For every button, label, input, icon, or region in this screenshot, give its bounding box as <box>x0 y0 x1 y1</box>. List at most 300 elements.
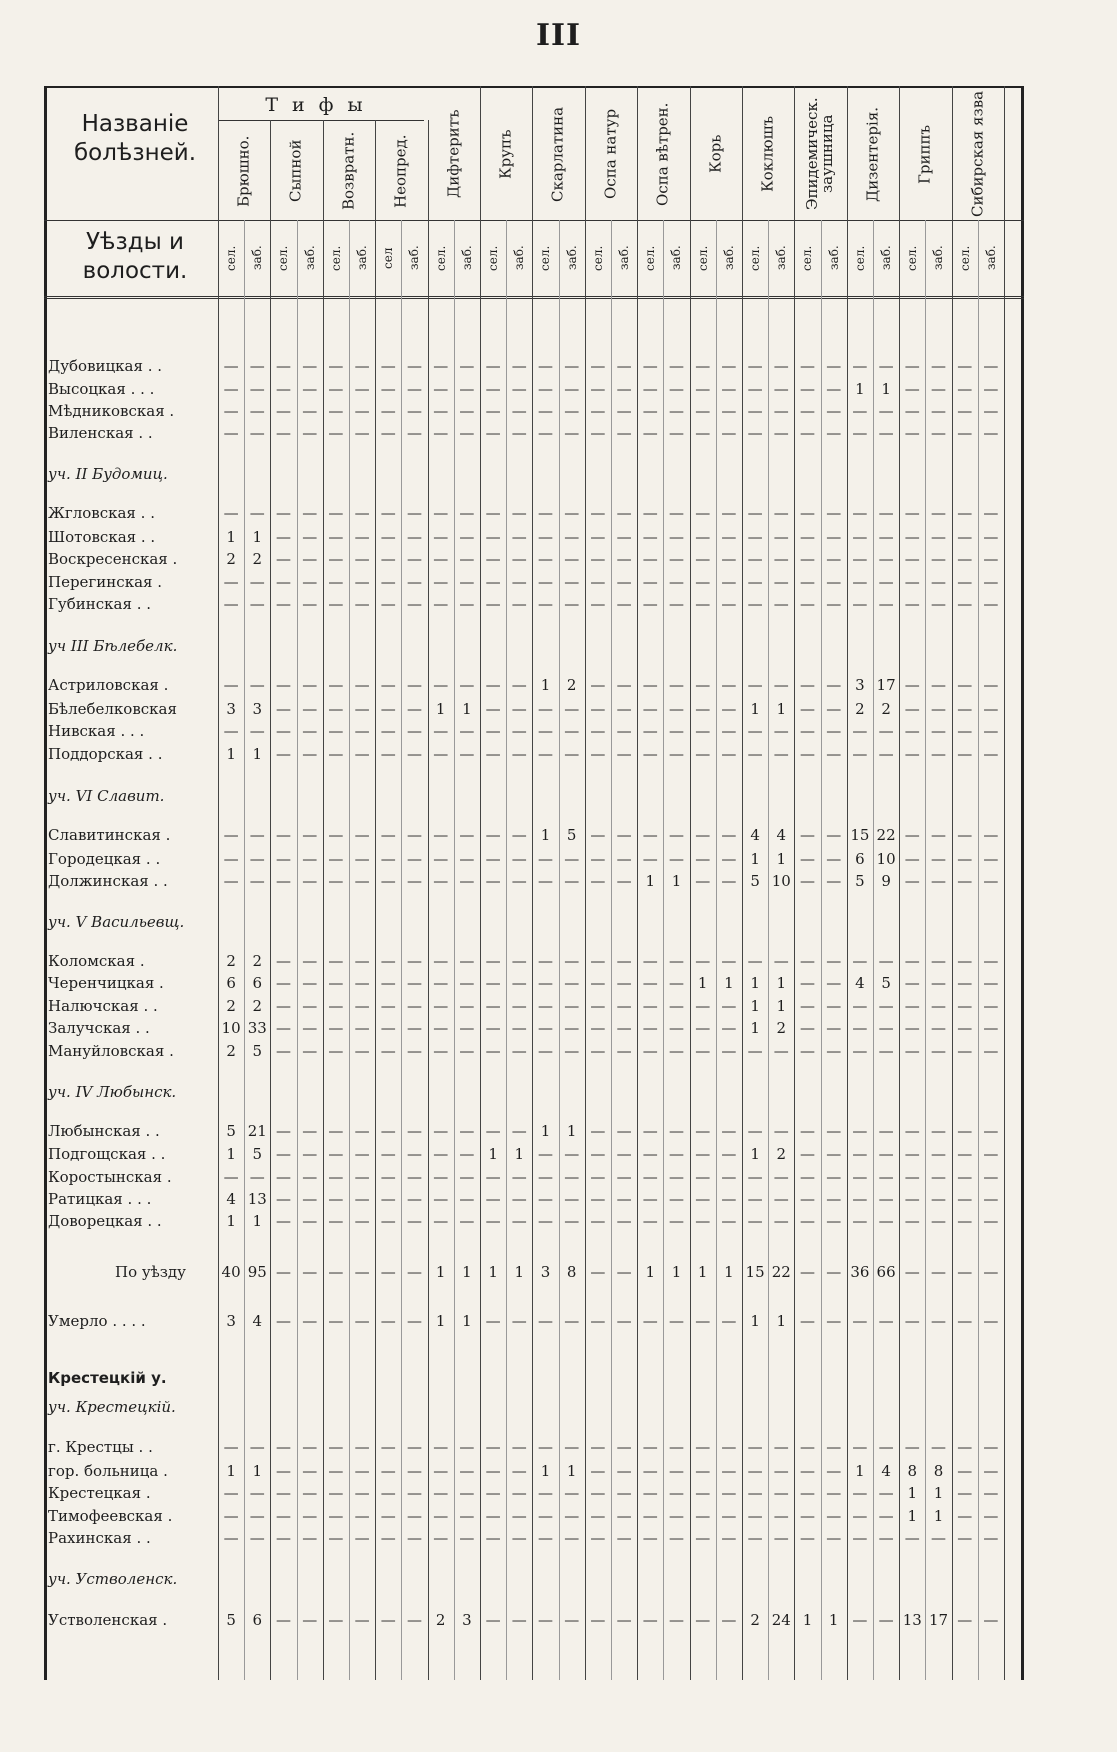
table-cell: — <box>799 1212 815 1230</box>
table-cell: — <box>747 595 763 613</box>
table-cell: — <box>537 357 553 375</box>
table-cell: — <box>459 504 475 522</box>
table-cell: 95 <box>247 1263 267 1281</box>
table-cell: — <box>380 850 396 868</box>
table-cell: — <box>904 1190 920 1208</box>
table-cell: — <box>564 1438 580 1456</box>
table-cell: — <box>328 872 344 890</box>
table-cell: — <box>328 1438 344 1456</box>
table-cell: — <box>433 1462 449 1480</box>
table-cell: — <box>459 1145 475 1163</box>
row-label: Умерло . . . . <box>48 1312 146 1330</box>
header-disease: Сибирская язва <box>968 90 987 218</box>
table-cell: — <box>275 1507 291 1525</box>
table-cell: — <box>930 676 946 694</box>
header-typhus-sub: Брюшно. <box>234 135 253 207</box>
table-cell: — <box>406 997 422 1015</box>
table-cell: — <box>328 1212 344 1230</box>
table-cell: — <box>721 528 737 546</box>
table-cell: — <box>433 1019 449 1037</box>
table-cell: — <box>721 504 737 522</box>
table-cell: — <box>826 974 842 992</box>
table-cell: — <box>249 1438 265 1456</box>
table-cell: — <box>433 1145 449 1163</box>
table-cell: 6 <box>226 974 236 992</box>
table-cell: — <box>433 722 449 740</box>
table-cell: — <box>537 974 553 992</box>
table-cell: — <box>511 424 527 442</box>
table-cell: — <box>773 1122 789 1140</box>
table-cell: — <box>380 1263 396 1281</box>
table-cell: — <box>826 1507 842 1525</box>
table-cell: — <box>328 528 344 546</box>
table-cell: — <box>773 504 789 522</box>
table-cell: — <box>537 424 553 442</box>
table-cell: — <box>668 1122 684 1140</box>
table-cell: — <box>459 1122 475 1140</box>
row-label: Перегинская . <box>48 573 163 591</box>
table-cell: — <box>328 595 344 613</box>
table-cell: — <box>328 402 344 420</box>
table-cell: — <box>511 872 527 890</box>
table-cell: — <box>773 1168 789 1186</box>
table-cell: 1 <box>645 872 656 890</box>
table-cell: — <box>642 1190 658 1208</box>
section-label: уч. Устволенск. <box>48 1570 178 1588</box>
table-cell: — <box>223 1484 239 1502</box>
table-cell: 1 <box>514 1145 525 1163</box>
table-cell: — <box>354 1122 370 1140</box>
table-cell: — <box>485 826 501 844</box>
table-cell: — <box>511 357 527 375</box>
table-cell: — <box>983 1190 999 1208</box>
table-cell: — <box>485 997 501 1015</box>
table-cell: — <box>930 1438 946 1456</box>
table-cell: — <box>930 1145 946 1163</box>
table-cell: 1 <box>855 380 865 398</box>
header-sub-label: сел. <box>486 245 501 271</box>
table-cell: — <box>511 1019 527 1037</box>
table-cell: — <box>983 1438 999 1456</box>
row-label: Городецкая . . <box>48 850 161 868</box>
table-cell: — <box>721 745 737 763</box>
header-sub-label: заб. <box>250 245 265 271</box>
table-cell: — <box>983 504 999 522</box>
table-cell: — <box>223 504 239 522</box>
table-cell: — <box>983 1611 999 1629</box>
table-cell: — <box>983 826 999 844</box>
table-cell: — <box>537 573 553 591</box>
header-disease: Эпидемическ. заушница <box>803 97 837 211</box>
table-cell: — <box>799 1263 815 1281</box>
table-cell: — <box>380 1122 396 1140</box>
header-sub-label: заб. <box>512 245 527 271</box>
table-cell: — <box>406 595 422 613</box>
table-cell: — <box>275 872 291 890</box>
table-cell: — <box>328 504 344 522</box>
table-cell: — <box>826 1145 842 1163</box>
table-cell: — <box>328 380 344 398</box>
table-cell: — <box>433 528 449 546</box>
table-cell: — <box>695 528 711 546</box>
table-cell: — <box>721 1122 737 1140</box>
table-cell: — <box>406 1190 422 1208</box>
table-cell: — <box>773 676 789 694</box>
table-cell: — <box>511 528 527 546</box>
table-cell: — <box>799 997 815 1015</box>
header-typhus-sub: Сыпной <box>287 139 306 203</box>
table-cell: — <box>747 1462 763 1480</box>
table-cell: — <box>485 850 501 868</box>
table-cell: — <box>590 1145 606 1163</box>
table-cell: — <box>459 424 475 442</box>
table-cell: — <box>983 1212 999 1230</box>
table-cell: — <box>878 402 894 420</box>
table-cell: — <box>721 380 737 398</box>
table-cell: — <box>354 826 370 844</box>
table-cell: — <box>773 1462 789 1480</box>
table-cell: — <box>380 1484 396 1502</box>
table-cell: — <box>695 1042 711 1060</box>
table-cell: — <box>380 380 396 398</box>
table-cell: — <box>354 974 370 992</box>
table-cell: — <box>852 1438 868 1456</box>
table-cell: — <box>537 1145 553 1163</box>
table-cell: — <box>537 1438 553 1456</box>
table-cell: — <box>957 1438 973 1456</box>
table-cell: — <box>668 700 684 718</box>
table-cell: — <box>380 402 396 420</box>
table-cell: — <box>459 1168 475 1186</box>
table-cell: — <box>275 997 291 1015</box>
table-cell: 1 <box>226 1462 236 1480</box>
table-cell: — <box>459 974 475 992</box>
table-cell: 4 <box>855 974 865 992</box>
table-cell: — <box>930 1042 946 1060</box>
table-cell: 2 <box>252 550 263 568</box>
table-cell: — <box>328 700 344 718</box>
table-cell: — <box>275 1462 291 1480</box>
table-cell: — <box>249 676 265 694</box>
table-cell: — <box>459 1438 475 1456</box>
table-cell: — <box>433 504 449 522</box>
table-cell: — <box>747 380 763 398</box>
table-cell: — <box>642 1438 658 1456</box>
table-cell: — <box>747 1122 763 1140</box>
table-cell: — <box>668 1168 684 1186</box>
table-cell: — <box>904 850 920 868</box>
table-cell: — <box>590 826 606 844</box>
table-cell: — <box>485 700 501 718</box>
table-cell: — <box>590 1263 606 1281</box>
table-cell: — <box>799 952 815 970</box>
header-disease: Оспа вѣтрен. <box>653 102 672 206</box>
table-cell: 1 <box>462 700 472 718</box>
table-cell: — <box>328 1529 344 1547</box>
table-cell: — <box>695 1611 711 1629</box>
table-cell: — <box>275 700 291 718</box>
table-cell: — <box>957 952 973 970</box>
table-cell: — <box>616 1438 632 1456</box>
table-cell: — <box>302 402 318 420</box>
table-cell: — <box>485 974 501 992</box>
table-cell: — <box>983 1484 999 1502</box>
table-cell: — <box>459 595 475 613</box>
table-cell: — <box>511 1312 527 1330</box>
table-cell: — <box>537 1507 553 1525</box>
table-cell: — <box>904 595 920 613</box>
table-cell: — <box>983 357 999 375</box>
table-cell: — <box>747 1190 763 1208</box>
table-cell: — <box>485 1212 501 1230</box>
table-cell: — <box>433 1212 449 1230</box>
table-cell: — <box>590 528 606 546</box>
table-cell: — <box>642 997 658 1015</box>
table-cell: — <box>695 850 711 868</box>
table-cell: — <box>328 1507 344 1525</box>
table-cell: — <box>904 826 920 844</box>
table-cell: 4 <box>750 826 760 844</box>
table-cell: — <box>957 1190 973 1208</box>
table-cell: — <box>695 1507 711 1525</box>
table-cell: 2 <box>855 700 865 718</box>
table-cell: — <box>406 676 422 694</box>
table-cell: — <box>485 1042 501 1060</box>
header-sub-label: заб. <box>721 245 736 271</box>
table-cell: — <box>406 745 422 763</box>
table-cell: — <box>249 722 265 740</box>
table-cell: — <box>983 1145 999 1163</box>
table-cell: — <box>537 1019 553 1037</box>
table-cell: — <box>459 850 475 868</box>
table-cell: — <box>616 974 632 992</box>
table-cell: — <box>380 1462 396 1480</box>
table-cell: 3 <box>226 1312 236 1330</box>
header-sub-label: сел. <box>328 245 343 271</box>
header-disease: Дизентерія. <box>863 106 882 202</box>
table-cell: — <box>354 745 370 763</box>
table-cell: — <box>354 1263 370 1281</box>
table-cell: 6 <box>252 974 263 992</box>
table-cell: — <box>302 850 318 868</box>
table-cell: — <box>642 1611 658 1629</box>
table-cell: — <box>668 1042 684 1060</box>
table-cell: — <box>590 595 606 613</box>
table-cell: — <box>275 573 291 591</box>
table-cell: — <box>773 424 789 442</box>
table-cell: 13 <box>902 1611 922 1629</box>
table-cell: — <box>564 357 580 375</box>
table-cell: — <box>878 745 894 763</box>
table-cell: — <box>485 504 501 522</box>
table-cell: 2 <box>226 952 236 970</box>
table-cell: — <box>983 573 999 591</box>
table-cell: — <box>773 1212 789 1230</box>
table-cell: — <box>459 1042 475 1060</box>
table-cell: — <box>354 1190 370 1208</box>
table-cell: — <box>721 676 737 694</box>
table-cell: — <box>904 380 920 398</box>
table-cell: — <box>799 872 815 890</box>
table-cell: — <box>590 380 606 398</box>
table-cell: — <box>459 550 475 568</box>
header-sub-label: сел. <box>905 245 920 271</box>
table-cell: — <box>930 1019 946 1037</box>
table-cell: — <box>799 402 815 420</box>
table-cell: — <box>406 1263 422 1281</box>
table-cell: — <box>930 573 946 591</box>
table-cell: — <box>852 550 868 568</box>
table-cell: — <box>668 826 684 844</box>
table-cell: — <box>511 997 527 1015</box>
table-cell: — <box>747 402 763 420</box>
table-cell: — <box>590 1312 606 1330</box>
table-cell: — <box>773 595 789 613</box>
table-cell: — <box>799 357 815 375</box>
table-cell: — <box>380 997 396 1015</box>
table-cell: — <box>852 595 868 613</box>
table-cell: — <box>380 676 396 694</box>
table-cell: — <box>878 1042 894 1060</box>
table-cell: — <box>459 952 475 970</box>
row-label: Рахинская . . <box>48 1529 151 1547</box>
table-cell: — <box>223 357 239 375</box>
table-cell: — <box>747 573 763 591</box>
table-cell: — <box>354 676 370 694</box>
table-cell: — <box>328 952 344 970</box>
table-cell: — <box>328 997 344 1015</box>
table-cell: — <box>328 1042 344 1060</box>
table-cell: — <box>983 997 999 1015</box>
header-sub-label: заб. <box>355 245 370 271</box>
table-cell: — <box>799 745 815 763</box>
table-cell: — <box>904 997 920 1015</box>
table-cell: — <box>354 1529 370 1547</box>
table-cell: — <box>799 1312 815 1330</box>
table-cell: — <box>406 974 422 992</box>
section-label: уч. IV Любынск. <box>48 1083 177 1101</box>
table-cell: — <box>878 573 894 591</box>
table-cell: — <box>616 357 632 375</box>
table-cell: — <box>406 1122 422 1140</box>
table-cell: — <box>799 504 815 522</box>
table-cell: — <box>852 745 868 763</box>
table-cell: — <box>747 550 763 568</box>
table-cell: — <box>380 1507 396 1525</box>
table-cell: — <box>564 1484 580 1502</box>
table-cell: — <box>485 1168 501 1186</box>
table-cell: — <box>983 1312 999 1330</box>
table-cell: — <box>930 1190 946 1208</box>
table-cell: 1 <box>252 528 263 546</box>
table-cell: — <box>433 1042 449 1060</box>
table-cell: — <box>537 550 553 568</box>
table-cell: — <box>406 550 422 568</box>
table-cell: — <box>590 1507 606 1525</box>
table-cell: — <box>223 850 239 868</box>
row-label: Шотовская . . <box>48 528 156 546</box>
table-cell: — <box>721 402 737 420</box>
table-cell: — <box>302 1190 318 1208</box>
table-cell: — <box>459 872 475 890</box>
table-cell: 1 <box>750 1019 760 1037</box>
table-cell: — <box>747 1212 763 1230</box>
header-sub-label: сел. <box>800 245 815 271</box>
table-cell: — <box>957 722 973 740</box>
table-cell: — <box>590 1212 606 1230</box>
table-cell: 1 <box>907 1484 918 1502</box>
table-cell: — <box>275 850 291 868</box>
table-cell: — <box>433 952 449 970</box>
table-cell: — <box>983 974 999 992</box>
table-cell: — <box>511 402 527 420</box>
table-cell: — <box>957 380 973 398</box>
table-cell: — <box>564 1042 580 1060</box>
row-label: Подгощская . . <box>48 1145 166 1163</box>
table-cell: — <box>826 1212 842 1230</box>
table-cell: — <box>616 504 632 522</box>
table-cell: 21 <box>247 1122 267 1140</box>
table-cell: — <box>406 1019 422 1037</box>
table-cell: — <box>564 952 580 970</box>
table-cell: 1 <box>933 1507 944 1525</box>
table-cell: — <box>354 700 370 718</box>
table-cell: — <box>852 1019 868 1037</box>
table-cell: — <box>930 952 946 970</box>
table-cell: — <box>826 1484 842 1502</box>
table-cell: — <box>302 722 318 740</box>
table-cell: — <box>328 745 344 763</box>
table-cell: 1 <box>933 1484 944 1502</box>
table-cell: — <box>878 357 894 375</box>
table-cell: — <box>537 1042 553 1060</box>
section-label: уч III Бѣлебелк. <box>48 637 178 655</box>
table-cell: — <box>433 850 449 868</box>
table-cell: — <box>695 504 711 522</box>
table-cell: — <box>904 676 920 694</box>
table-cell: — <box>668 1507 684 1525</box>
table-cell: 1 <box>750 997 760 1015</box>
table-cell: — <box>590 424 606 442</box>
table-cell: — <box>564 528 580 546</box>
table-cell: — <box>721 952 737 970</box>
table-cell: — <box>380 974 396 992</box>
table-cell: 8 <box>933 1462 944 1480</box>
table-cell: — <box>799 528 815 546</box>
table-cell: — <box>957 1212 973 1230</box>
table-cell: — <box>275 1529 291 1547</box>
table-cell: — <box>564 1190 580 1208</box>
table-cell: — <box>642 528 658 546</box>
table-cell: — <box>983 722 999 740</box>
table-cell: — <box>328 1263 344 1281</box>
table-cell: — <box>616 1507 632 1525</box>
table-cell: — <box>642 745 658 763</box>
table-cell: — <box>930 380 946 398</box>
table-cell: 2 <box>750 1611 760 1629</box>
table-cell: — <box>983 1019 999 1037</box>
table-cell: — <box>878 1145 894 1163</box>
table-cell: — <box>904 573 920 591</box>
table-cell: — <box>590 952 606 970</box>
table-cell: — <box>302 1042 318 1060</box>
table-cell: — <box>930 850 946 868</box>
table-cell: 9 <box>881 872 891 890</box>
table-cell: — <box>957 528 973 546</box>
table-cell: — <box>957 850 973 868</box>
table-cell: — <box>642 722 658 740</box>
table-cell: — <box>564 1507 580 1525</box>
